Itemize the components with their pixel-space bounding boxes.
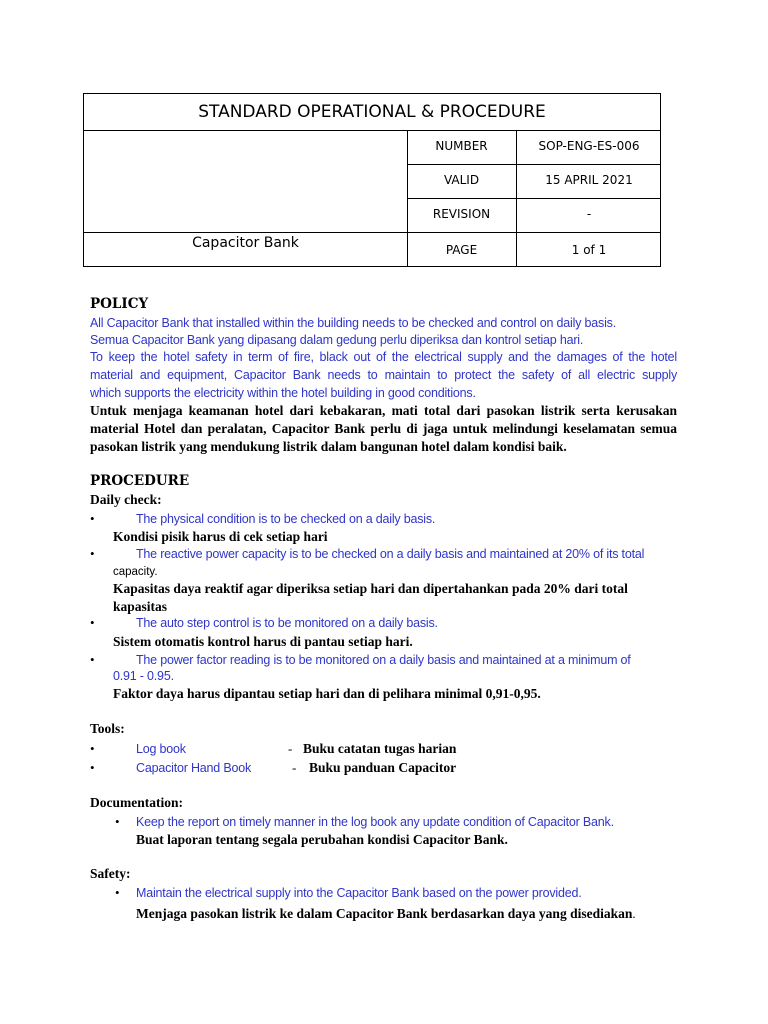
- valid-value: 15 APRIL 2021: [545, 173, 633, 187]
- policy-en-paragraph-line: which supports the electricity within the hotel building in good conditions.: [90, 386, 476, 400]
- procedure-item-id: Faktor daya harus dipantau setiap hari dan di pelihara minimal 0,91-0,95.: [113, 686, 541, 701]
- policy-id-paragraph-line: material Hotel dan peralatan, Capacitor Bank perlu di jaga untuk melindungi keselamatan semua: [90, 421, 677, 436]
- table-divider: [84, 232, 660, 233]
- safety-id-period: .: [632, 906, 636, 921]
- policy-en-line: All Capacitor Bank that installed within the building needs to be checked and control on daily basis.: [90, 316, 616, 330]
- procedure-item-id: Kondisi pisik harus di cek setiap hari: [113, 529, 328, 544]
- policy-id-paragraph-line: pasokan listrik yang mendukung listrik dalam bangunan hotel dalam kondisi baik.: [90, 439, 567, 454]
- bullet-icon: •: [115, 814, 120, 829]
- tool-name: Log book: [136, 742, 186, 756]
- documentation-heading: Documentation:: [90, 795, 183, 810]
- page-value: 1 of 1: [571, 243, 607, 257]
- tool-dash: -: [288, 741, 293, 756]
- revision-label: REVISION: [432, 207, 491, 221]
- procedure-heading: PROCEDURE: [90, 473, 190, 489]
- policy-id-paragraph-line: Untuk menjaga keamanan hotel dari kebakaran, mati total dari pasokan listrik serta kerusakan: [90, 403, 677, 418]
- bullet-icon: •: [90, 615, 95, 630]
- procedure-item-en-continued: capacity.: [113, 566, 158, 578]
- procedure-item-id-continued: kapasitas: [113, 599, 168, 614]
- tool-description: Buku catatan tugas harian: [303, 741, 457, 756]
- procedure-item-en: The physical condition is to be checked on a daily basis.: [136, 512, 436, 526]
- table-divider: [407, 164, 660, 165]
- document-subject: Capacitor Bank: [192, 235, 299, 251]
- procedure-item-id: Kapasitas daya reaktif agar diperiksa setiap hari dan dipertahankan pada 20% dari total: [113, 581, 628, 596]
- bullet-icon: •: [115, 885, 120, 900]
- tool-dash: -: [292, 760, 297, 775]
- documentation-en: Keep the report on timely manner in the log book any update condition of Capacitor Bank.: [136, 815, 614, 829]
- daily-check-subheading: Daily check:: [90, 492, 162, 507]
- tool-description: Buku panduan Capacitor: [309, 760, 457, 775]
- policy-heading: POLICY: [90, 296, 149, 312]
- procedure-item-en-continued: 0.91 - 0.95.: [113, 669, 174, 683]
- bullet-icon: •: [90, 511, 95, 526]
- safety-id-line: [136, 905, 636, 923]
- bullet-icon: •: [90, 760, 95, 775]
- documentation-id: Buat laporan tentang segala perubahan kondisi Capacitor Bank.: [136, 832, 508, 847]
- safety-en: Maintain the electrical supply into the Capacitor Bank based on the power provided.: [136, 886, 582, 900]
- procedure-item-en: The power factor reading is to be monitored on a daily basis and maintained at a minimum of: [136, 653, 631, 667]
- bullet-icon: •: [90, 546, 95, 561]
- bullet-icon: •: [90, 741, 95, 756]
- valid-label: VALID: [443, 173, 480, 187]
- tool-name: Capacitor Hand Book: [136, 761, 252, 775]
- policy-en-paragraph-line: To keep the hotel safety in term of fire, black out of the electrical supply and the damages of the hotel: [90, 350, 677, 364]
- page-label: PAGE: [445, 243, 478, 257]
- safety-id: Menjaga pasokan listrik ke dalam Capacitor Bank berdasarkan daya yang disediakan: [136, 906, 633, 921]
- safety-heading: Safety:: [90, 866, 131, 881]
- tools-heading: Tools:: [90, 721, 125, 736]
- revision-value: -: [586, 207, 592, 221]
- procedure-item-en: The auto step control is to be monitored on a daily basis.: [136, 616, 438, 630]
- policy-en-paragraph-line: material and equipment, Capacitor Bank needs to maintain to protect the safety of all electric supply: [90, 368, 677, 382]
- table-divider: [407, 198, 660, 199]
- sop-title: STANDARD OPERATIONAL & PROCEDURE: [84, 94, 660, 131]
- policy-id-line: Semua Capacitor Bank yang dipasang dalam gedung perlu diperiksa dan kontrol setiap hari.: [90, 333, 584, 347]
- procedure-item-id: Sistem otomatis kontrol harus di pantau setiap hari.: [113, 634, 413, 649]
- procedure-item-en: The reactive power capacity is to be checked on a daily basis and maintained at 20% of its total: [136, 547, 645, 561]
- number-value: SOP-ENG-ES-006: [538, 139, 640, 153]
- sop-header-table: [83, 93, 661, 267]
- bullet-icon: •: [90, 652, 95, 667]
- number-label: NUMBER: [435, 139, 488, 153]
